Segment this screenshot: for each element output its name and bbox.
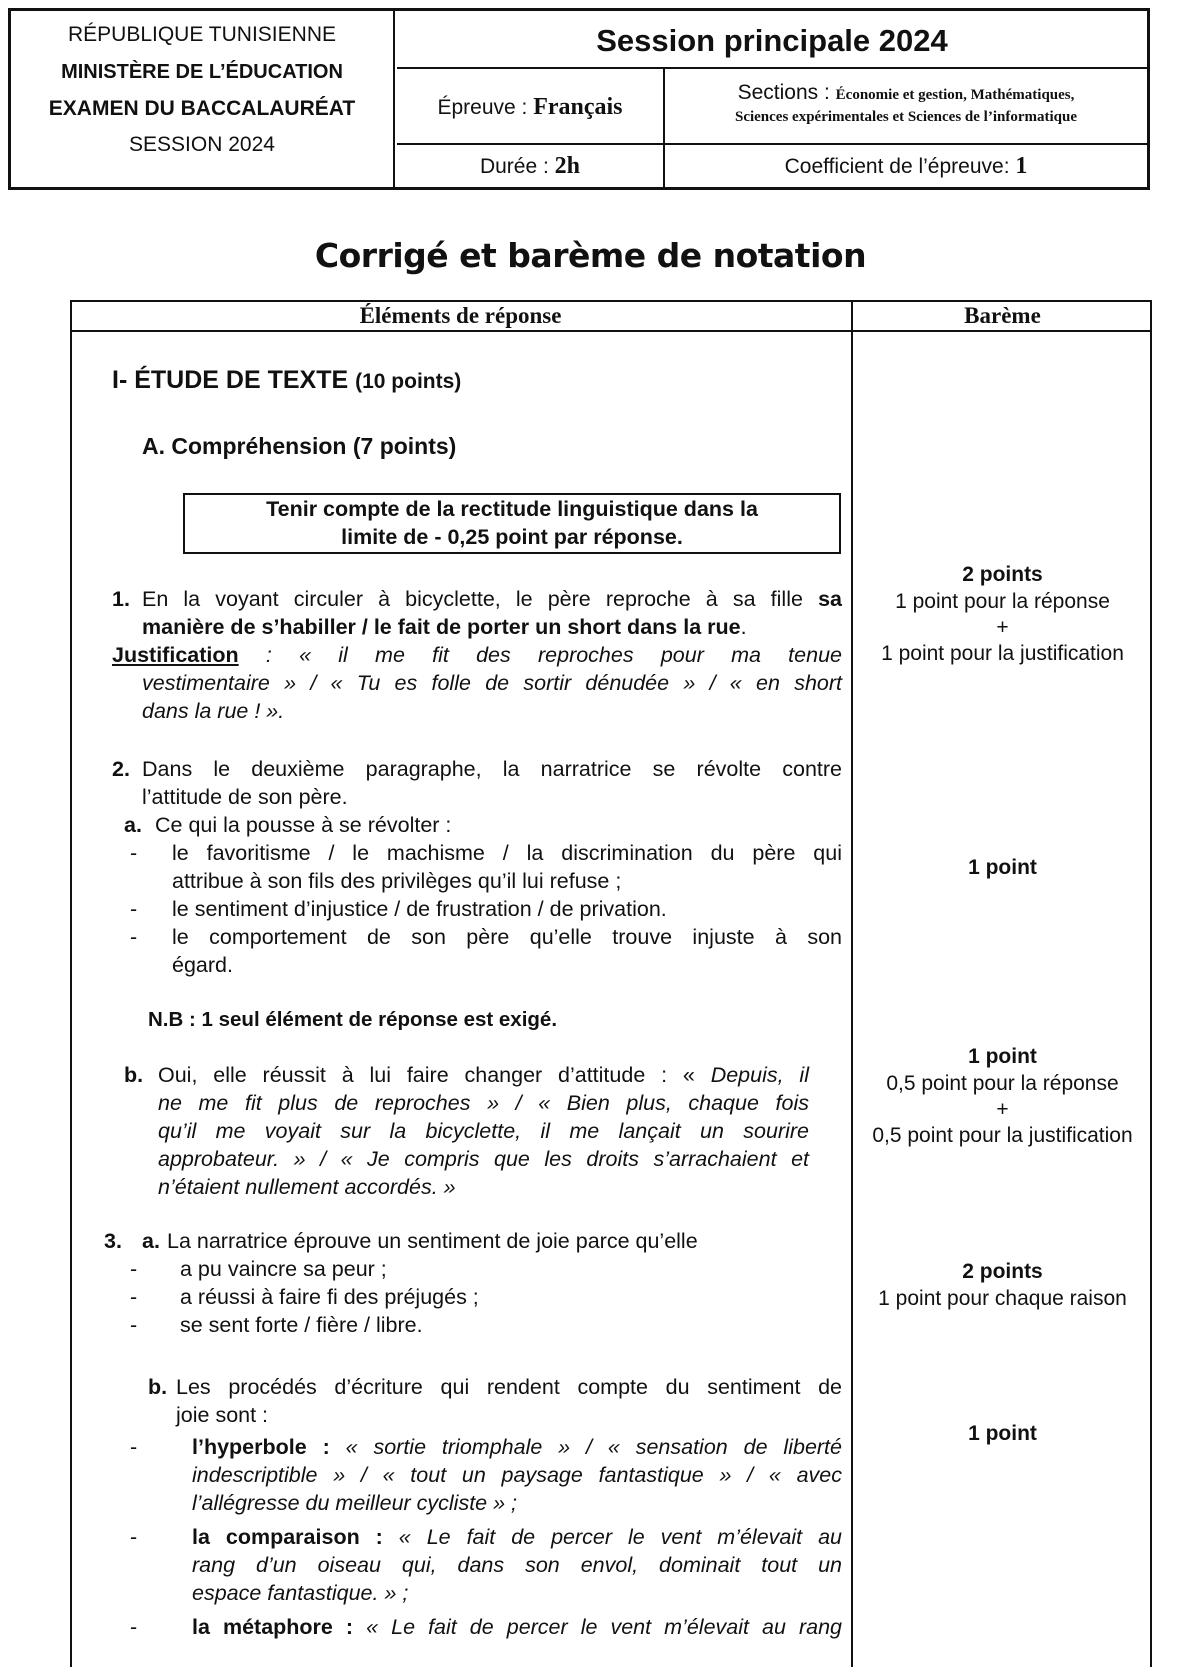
q3a-item3: se sent forte / fière / libre. bbox=[180, 1313, 423, 1337]
q2b-answer: Oui, elle réussit à lui faire changer d’attitude : « bbox=[158, 1063, 695, 1087]
q2a-item3-line1: le comportement de son père qu’elle trouve injuste à son bbox=[172, 925, 842, 949]
q2a-item1-line1: le favoritisme / le machisme / la discrimination du père qui bbox=[172, 841, 842, 865]
bareme-q2b-points: 1 point bbox=[968, 1045, 1037, 1068]
bareme-q3b-points: 1 point bbox=[968, 1422, 1037, 1445]
header-ministry: MINISTÈRE DE L’ÉDUCATION bbox=[61, 61, 343, 83]
q1-text: En la voyant circuler à bicyclette, le père reproche à sa fille bbox=[142, 587, 803, 611]
q1-answer: manière de s’habiller / le fait de porter un short dans la rue bbox=[142, 615, 741, 639]
bareme-q2a-points: 1 point bbox=[968, 856, 1037, 879]
question-1-number: 1. bbox=[112, 587, 130, 611]
header-session: SESSION 2024 bbox=[129, 133, 275, 156]
comparaison-label: la comparaison : bbox=[192, 1525, 383, 1549]
bullet-dash: - bbox=[130, 1525, 138, 1549]
question-2a-intro: Ce qui la pousse à se révolter : bbox=[155, 813, 452, 837]
q1-period: . bbox=[740, 615, 747, 639]
q3b-item3-line1 bbox=[192, 1614, 842, 1642]
q3b-item1-line1 bbox=[192, 1434, 842, 1462]
q3b-item2-line1 bbox=[192, 1524, 842, 1552]
question-2a-label: a. bbox=[124, 813, 142, 837]
q3b-item2-line2: rang d’un oiseau qui, dans son envol, dominait tout un bbox=[192, 1553, 842, 1577]
q2b-line1 bbox=[158, 1062, 809, 1090]
question-1-line2 bbox=[142, 614, 747, 642]
note-line1: Tenir compte de la rectitude linguistique dans la bbox=[266, 497, 758, 521]
bullet-dash: - bbox=[130, 1313, 138, 1337]
section-title bbox=[112, 367, 461, 396]
header-institution bbox=[11, 11, 395, 187]
bareme-q1-line2: 1 point pour la justification bbox=[881, 642, 1124, 665]
epreuve-value: Français bbox=[533, 94, 623, 120]
subsection-title: A. Compréhension (7 points) bbox=[142, 433, 457, 459]
question-3-number: 3. bbox=[104, 1229, 122, 1253]
header-epreuve bbox=[397, 69, 665, 145]
header-exam: EXAMEN DU BACCALAURÉAT bbox=[48, 97, 356, 120]
question-1-line4: vestimentaire » / « Tu es folle de sortir dénudée » / « en short bbox=[142, 671, 842, 695]
q3b-item2-line3: espace fantastique. » ; bbox=[192, 1581, 409, 1605]
q3b-item1-line2: indescriptible » / « tout un paysage fantastique » / « avec bbox=[192, 1463, 842, 1487]
bareme-q3a-line1: 1 point pour chaque raison bbox=[878, 1287, 1127, 1310]
q3a-item2: a réussi à faire fi des préjugés ; bbox=[180, 1285, 479, 1309]
question-1-line1 bbox=[142, 586, 842, 614]
bareme-q2b-plus: + bbox=[996, 1098, 1009, 1121]
column-header-elements: Éléments de réponse bbox=[359, 303, 562, 328]
sections-line1: Économie et gestion, Mathématiques, bbox=[835, 87, 1075, 103]
bareme-q3a-points: 2 points bbox=[962, 1260, 1043, 1283]
section-number: I- bbox=[112, 366, 128, 394]
q2b-line3: qu’il me voyait sur la bicyclette, il me lançait un sourire bbox=[158, 1119, 809, 1143]
header-coefficient bbox=[665, 145, 1147, 187]
nota-bene: N.B : 1 seul élément de réponse est exigé. bbox=[148, 1008, 558, 1031]
header-duree bbox=[397, 145, 665, 187]
header-republic: RÉPUBLIQUE TUNISIENNE bbox=[67, 23, 336, 46]
bullet-dash: - bbox=[130, 1257, 138, 1281]
question-3b-label: b. bbox=[148, 1375, 168, 1399]
q1-justification-text: : « il me fit des reproches pour ma tenue bbox=[265, 643, 842, 667]
bullet-dash: - bbox=[130, 1285, 138, 1309]
q2a-item2: le sentiment d’injustice / de frustration / de privation. bbox=[172, 897, 667, 921]
note-line2: limite de - 0,25 point par réponse. bbox=[341, 525, 683, 549]
question-1-justification bbox=[112, 642, 842, 670]
header-title: Session principale 2024 bbox=[397, 11, 1147, 69]
header-details bbox=[397, 11, 1147, 187]
q3a-item1: a pu vaincre sa peur ; bbox=[180, 1257, 387, 1281]
q3b-line2: joie sont : bbox=[176, 1403, 269, 1427]
bareme-q1-plus: + bbox=[996, 616, 1009, 639]
bareme-q1-points: 2 points bbox=[962, 563, 1043, 586]
question-2-line2: l’attitude de son père. bbox=[142, 785, 348, 809]
section-name: ÉTUDE DE TEXTE bbox=[134, 366, 349, 394]
metaphore-label: la métaphore : bbox=[192, 1615, 354, 1639]
bareme-q2b-line1: 0,5 point pour la réponse bbox=[886, 1072, 1119, 1095]
linguistic-note-box bbox=[183, 493, 841, 554]
bullet-dash: - bbox=[130, 1435, 138, 1459]
q2b-line5: n’étaient nullement accordés. » bbox=[158, 1175, 456, 1199]
coef-label: Coefficient de l’épreuve: bbox=[784, 155, 1010, 178]
q2b-line4: approbateur. » / « Je compris que les droits s’arrachaient et bbox=[158, 1147, 809, 1171]
bullet-dash: - bbox=[130, 925, 138, 949]
metaphore-quote: « Le fait de percer le vent m’élevait au rang bbox=[366, 1615, 842, 1639]
sections-label: Sections : bbox=[737, 81, 830, 104]
q2b-line2: ne me fit plus de reproches » / « Bien plus, chaque fois bbox=[158, 1091, 809, 1115]
bullet-dash: - bbox=[130, 1615, 138, 1639]
question-2-number: 2. bbox=[112, 757, 130, 781]
bareme-q1-line1: 1 point pour la réponse bbox=[895, 590, 1110, 613]
q2b-quote-start: Depuis, il bbox=[710, 1063, 809, 1087]
bullet-dash: - bbox=[130, 841, 138, 865]
q3b-item1-line3: l’allégresse du meilleur cycliste » ; bbox=[192, 1491, 518, 1515]
question-2-line1: Dans le deuxième paragraphe, la narratrice se révolte contre bbox=[142, 757, 842, 781]
page-title: Corrigé et barème de notation bbox=[314, 236, 867, 275]
justification-label: Justification bbox=[112, 643, 239, 667]
hyperbole-label: l’hyperbole : bbox=[192, 1435, 330, 1459]
header-sections bbox=[665, 69, 1147, 145]
q3b-line1: Les procédés d’écriture qui rendent compte du sentiment de bbox=[176, 1375, 842, 1399]
q1-answer-start: sa bbox=[818, 587, 842, 611]
bullet-dash: - bbox=[130, 897, 138, 921]
duree-value: 2h bbox=[554, 153, 581, 179]
hyperbole-quote: « sortie triomphale » / « sensation de liberté bbox=[345, 1435, 842, 1459]
q2a-item3-line2: égard. bbox=[172, 953, 233, 977]
question-3a-label: a. bbox=[142, 1229, 160, 1253]
column-header-bareme: Barème bbox=[964, 303, 1041, 328]
coef-value: 1 bbox=[1015, 153, 1028, 179]
comparaison-quote: « Le fait de percer le vent m’élevait au bbox=[398, 1525, 842, 1549]
sections-line2: Sciences expérimentales et Sciences de l’informatique bbox=[734, 109, 1077, 125]
bareme-q2b-line2: 0,5 point pour la justification bbox=[872, 1124, 1133, 1147]
question-2b-label: b. bbox=[124, 1063, 144, 1087]
epreuve-label: Épreuve : bbox=[437, 96, 528, 119]
exam-header bbox=[8, 8, 1150, 190]
duree-label: Durée : bbox=[479, 155, 549, 178]
q2a-item1-line2: attribue à son fils des privilèges qu’il lui refuse ; bbox=[172, 869, 622, 893]
question-1-line5: dans la rue ! ». bbox=[142, 699, 285, 723]
column-divider bbox=[851, 300, 853, 1667]
section-points: (10 points) bbox=[355, 370, 462, 393]
q3a-intro: La narratrice éprouve un sentiment de joie parce qu’elle bbox=[167, 1229, 698, 1253]
